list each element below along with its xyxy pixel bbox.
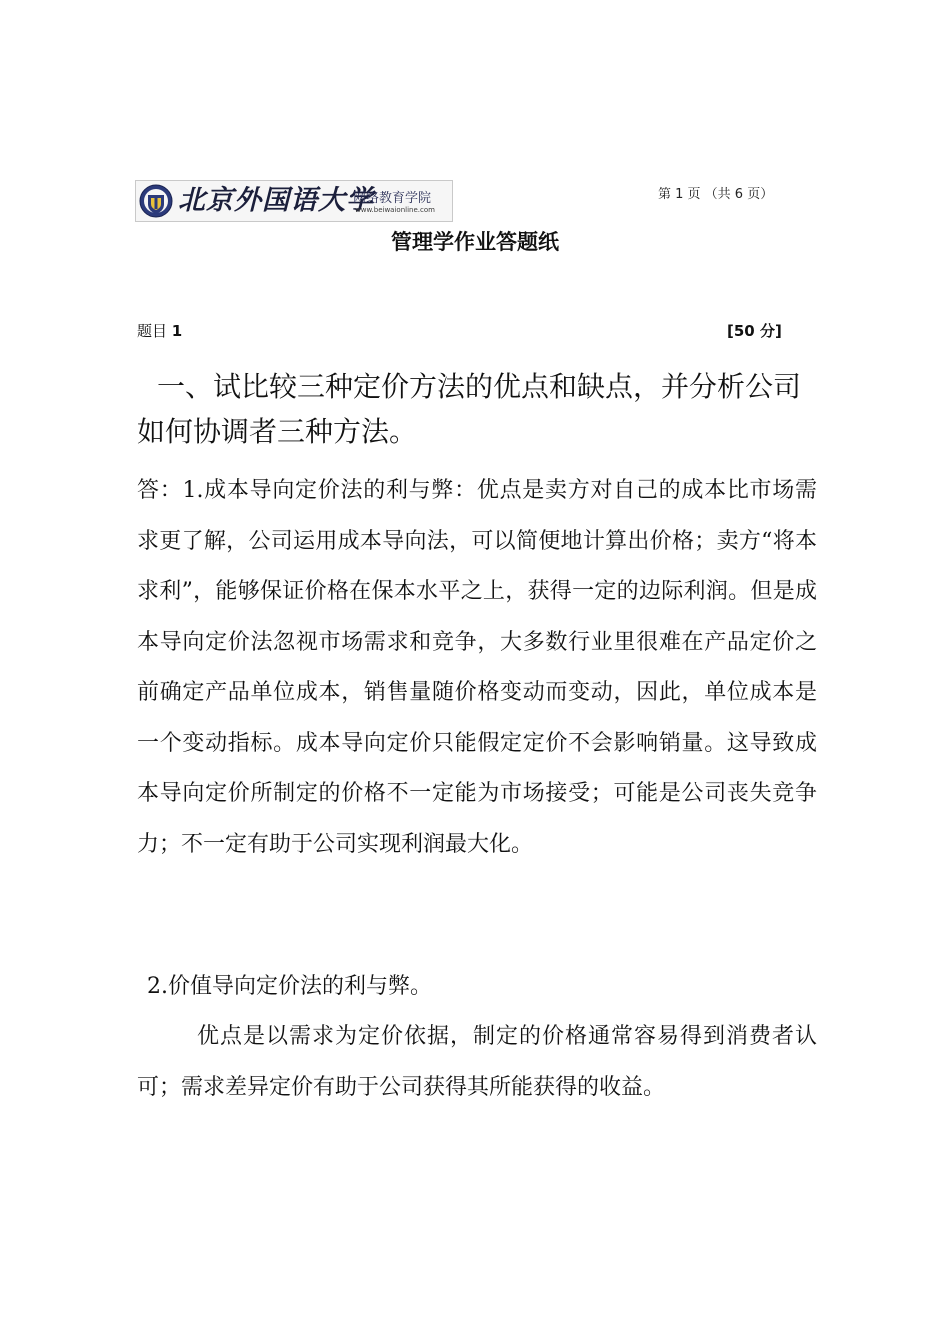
university-seal-icon [139, 183, 173, 219]
university-logo [135, 180, 453, 222]
question-number: 1 [171, 322, 183, 340]
question-label [137, 320, 182, 341]
question-label-text: 题目 [137, 322, 168, 340]
page-indicator: 第 1 页 （共 6 页） [658, 187, 774, 202]
university-name: 北京外国语大学 [178, 185, 374, 216]
question-score: [50 分] [727, 322, 782, 340]
answer-subheading: 2.价值导向定价法的利与弊。 [147, 974, 432, 999]
school-name: 网络教育学院 [353, 191, 432, 206]
school-url: www.beiwaionline.com [355, 206, 435, 214]
answer-paragraph: 答：1.成本导向定价法的利与弊：优点是卖方对自己的成本比市场需求更了解，公司运用成本导向法，可以简便地计算出价格；卖方“将本求利”，能够保证价格在保本水平之上，获得一定的边际利润。但是成本导向定价法忽视市场需求和竞争，大多数行业里很难在产品定价之前确定产品单位成本，销售量随价格变动而变动，因此，单位成本是一个变动指标。成本导向定价只能假定定价不会影响销量。这导致成本导向定价所制定的价格不一定能为市场接受；可能是公司丧失竞争力；不一定有助于公司实现利润最大化。 [137, 478, 817, 857]
question-text: 一、试比较三种定价方法的优点和缺点，并分析公司如何协调者三种方法。 [137, 370, 802, 448]
answer-paragraph: 优点是以需求为定价依据，制定的价格通常容易得到消费者认可；需求差异定价有助于公司获得其所能获得的收益。 [137, 1024, 817, 1100]
document-title: 管理学作业答题纸 [391, 230, 559, 254]
